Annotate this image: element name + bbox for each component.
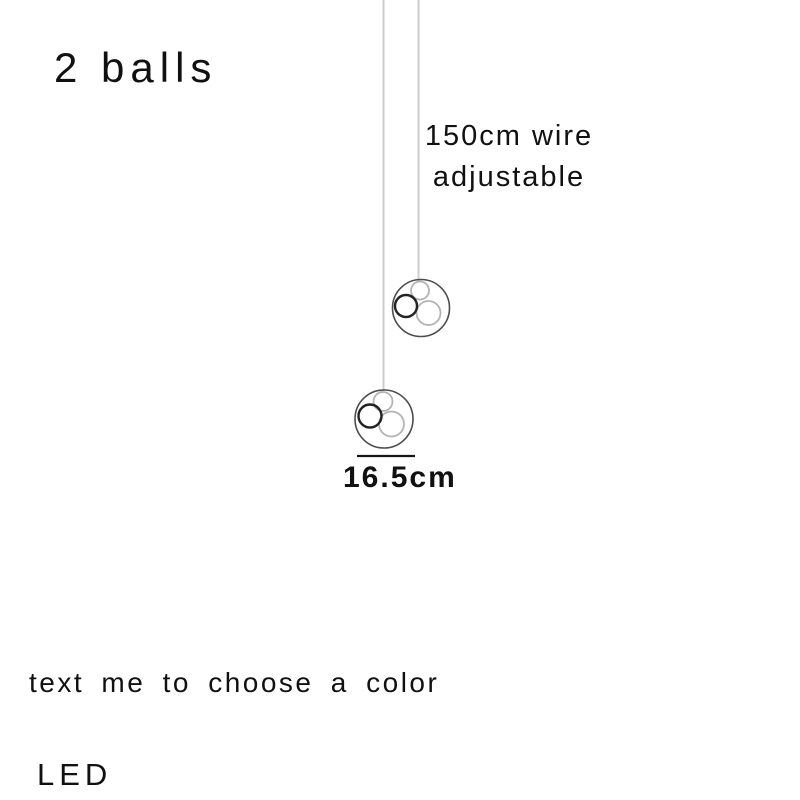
color-choice-note: text me to choose a color — [29, 667, 440, 698]
upper-ball-bubble-dark — [395, 295, 417, 317]
wire-length-annotation — [418, 116, 600, 198]
lower-ball-outline — [355, 390, 413, 448]
lower-ball-bubble-right — [379, 412, 404, 437]
upper-glass-ball-icon — [393, 280, 450, 337]
lower-ball-bubble-dark — [359, 405, 382, 428]
upper-ball-bubble-right — [417, 301, 441, 325]
wire-length-line1: 150cm wire — [424, 120, 594, 152]
product-title: 2 balls — [54, 44, 218, 91]
lower-ball-bubble-top — [374, 392, 393, 411]
ball-diameter-annotation: 16.5cm — [343, 461, 457, 494]
wire-length-line2: adjustable — [432, 161, 586, 193]
lower-glass-ball-icon — [355, 390, 413, 448]
upper-ball-outline — [393, 280, 450, 337]
light-type-label: LED — [37, 757, 113, 792]
